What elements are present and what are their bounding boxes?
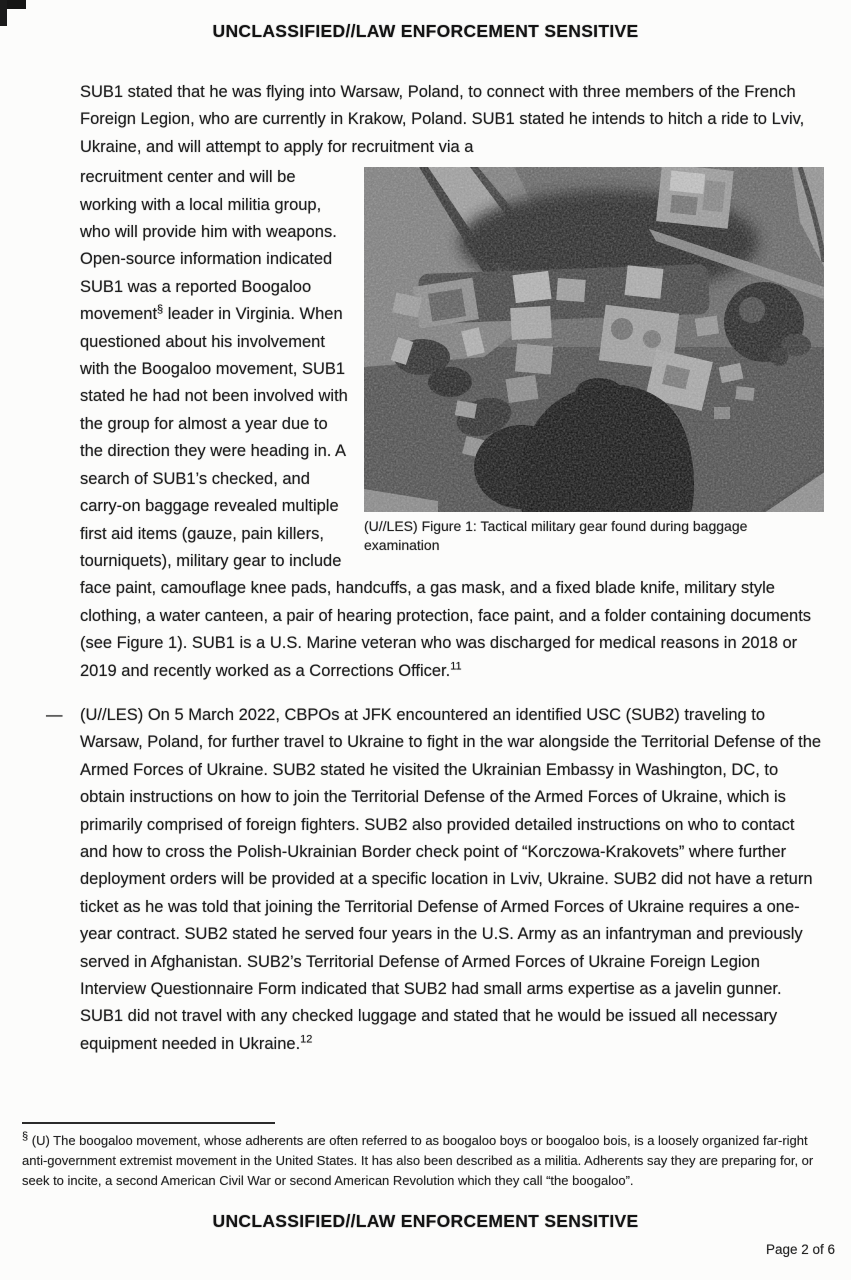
footnote <box>22 1131 834 1191</box>
classification-banner-top: UNCLASSIFIED//LAW ENFORCEMENT SENSITIVE <box>212 21 639 41</box>
endnote-ref-12: 12 <box>300 1033 313 1046</box>
footnote-text: (U) The boogaloo movement, whose adherents are often referred to as boogaloo boys or boogaloo bois, is a loosely organized far-right anti-government extremist movement in the United States. It has also been described as a militia. Adherents say they are preparing for, or seek to incite, a second American Civil War or second American Revolution which they call “the boogaloo”. <box>22 1133 814 1188</box>
figure1-photo <box>364 167 824 512</box>
bullet-dash: — <box>46 705 63 724</box>
paragraph-1-intro: SUB1 stated that he was flying into Warsaw, Poland, to connect with three members of the French Foreign Legion, who are currently in Krakow, Poland. SUB1 stated he intends to hitch a ride to Lviv, Ukraine, and will attempt to apply for recruitment via a <box>80 83 805 156</box>
footnote-separator-rule <box>22 1122 275 1124</box>
page-number: Page 2 of 6 <box>765 1242 835 1257</box>
footnote-marker-ref: § <box>157 303 164 316</box>
paragraph-1-body <box>80 164 824 685</box>
endnote-ref-11: 11 <box>450 660 462 673</box>
paragraph-1-text-before-footnote-marker: recruitment center and will be working with a local militia group, who will provide him with weapons. Open-source information indicated SUB1 was a reported Boogaloo movement <box>80 168 337 324</box>
figure1-caption: (U//LES) Figure 1: Tactical military gear found during baggage examination <box>364 518 748 554</box>
paragraph-2-bullet <box>46 702 824 1058</box>
paragraph-1-text-after-footnote-marker: leader in Virginia. When questioned about his involvement with the Boogaloo movement, SUB1 stated he had not been involved with the group for almost a year due to the direction they were heading in. A search of SUB1’s checked, and carry-on baggage revealed multiple first aid items (gauze, pain killers, tourniquets), military gear to include face paint, camouflage knee pads, handcuffs, a gas mask, and a fixed blade knife, military style clothing, a water canteen, a pair of hearing protection, face paint, and a folder containing documents (see Figure 1). SUB1 is a U.S. Marine veteran who was discharged for medical reasons in 2018 or 2019 and recently worked as a Corrections Officer. <box>80 305 812 680</box>
paragraph-2-text: (U//LES) On 5 March 2022, CBPOs at JFK encountered an identified USC (SUB2) traveling to Warsaw, Poland, for further travel to Ukraine to fight in the war alongside the Territorial Defense of the Armed Forces of Ukraine. SUB2 stated he visited the Ukrainian Embassy in Washington, DC, to obtain instructions on how to join the Territorial Defense of the Armed Forces of Ukraine, which is primarily comprised of foreign fighters. SUB2 also provided detailed instructions on who to contact and how to cross the Polish-Ukrainian Border check point of “Korczowa-Krakovets” where further deployment orders will be provided at a specific location in Lviv, Ukraine. SUB2 did not have a return ticket as he was told that joining the Territorial Defense of Armed Forces of Ukraine requires a one-year contract. SUB2 stated he served four years in the U.S. Army as an infantryman and previously served in Afghanistan. SUB2’s Territorial Defense of Armed Forces of Ukraine Foreign Legion Interview Questionnaire Form indicated that SUB2 had small arms expertise as a javelin gunner. SUB1 did not travel with any checked luggage and stated that he would be issued all necessary equipment needed in Ukraine. <box>80 705 822 1053</box>
classification-banner-bottom: UNCLASSIFIED//LAW ENFORCEMENT SENSITIVE <box>212 1211 639 1231</box>
page-body <box>46 79 824 1058</box>
figure-1 <box>364 167 824 555</box>
footnote-marker: § <box>22 1130 29 1143</box>
